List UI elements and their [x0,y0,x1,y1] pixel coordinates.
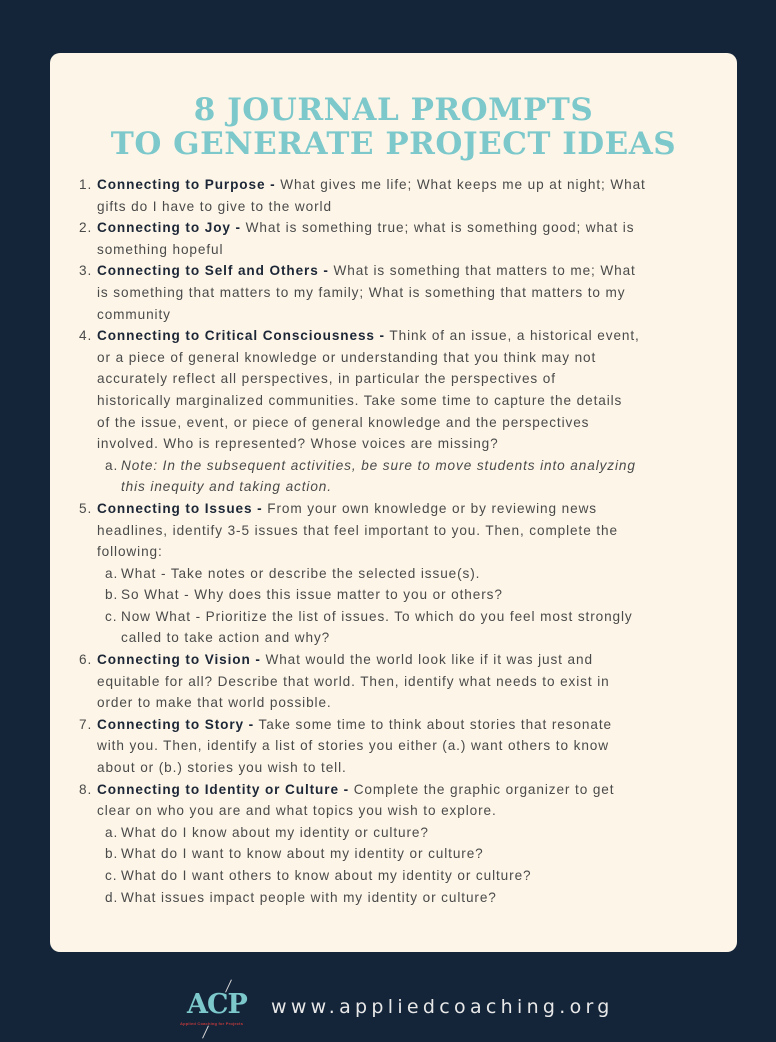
prompt-line [97,757,718,779]
prompt-text: with you. Then, identify a list of stories you either (a.) want others to know [97,738,609,754]
prompt-item [78,174,718,217]
prompt-line [97,520,718,542]
prompt-text: community [97,306,171,322]
subitem-text: So What - Why does this issue matter to you or others? [121,587,503,603]
prompt-line [97,671,718,693]
prompt-label: Connecting to Identity or Culture - [97,781,350,797]
prompt-number: 2. [79,220,93,236]
subitem-letter: b. [105,587,119,603]
prompt-label: Connecting to Story - [97,716,255,732]
prompt-text: Complete the graphic organizer to get [349,781,615,797]
prompt-line [97,239,718,261]
subitem-text: What do I want others to know about my identity or culture? [121,868,532,883]
logo-text: ACP [187,989,247,1020]
prompt-text: involved. Who is represented? Whose voices are missing? [97,436,499,452]
prompt-subitem [78,822,718,844]
prompt-line [97,498,718,520]
prompt-label: Connecting to Self and Others - [97,263,329,279]
prompt-line [97,649,718,671]
page-title [50,93,737,161]
subitem-text: this inequity and taking action. [121,479,332,495]
prompt-text: Think of an issue, a historical event, [384,328,640,344]
prompt-text: something hopeful [97,241,224,257]
prompt-subitem [78,563,718,585]
prompt-line [97,325,718,347]
prompt-text: clear on who you are and what topics you wish to explore. [97,803,497,819]
prompt-item [78,649,718,714]
prompt-subitem [78,606,718,649]
prompt-label: Connecting to Issues - [97,500,263,516]
prompt-subitem [78,887,718,909]
prompt-number: 8. [79,781,93,797]
prompt-text: equitable for all? Describe that world. Then, identify what needs to exist in [97,673,610,689]
subitem-letter: a. [105,457,119,473]
prompt-line [97,735,718,757]
title-line-2: TO GENERATE PROJECT IDEAS [110,126,677,162]
prompt-label: Connecting to Purpose - [97,177,276,192]
prompt-line [97,217,718,239]
acp-logo [180,981,260,1037]
prompt-text: order to make that world possible. [97,695,332,711]
subitem-text: Now What - Prioritize the list of issues. To which do you feel most strongly [121,608,633,624]
prompt-item [78,217,718,260]
prompt-line [97,174,718,196]
prompt-text: headlines, identify 3-5 issues that feel important to you. Then, complete the [97,522,618,538]
prompt-number: 7. [79,716,93,732]
footer [0,975,776,1037]
prompt-number: 1. [79,177,93,192]
prompt-text: is something that matters to my family; What is something that matters to my [97,284,626,300]
prompt-line [97,800,718,822]
prompt-line [97,692,718,714]
prompt-subitem [78,843,718,865]
subitem-letter: a. [105,565,119,581]
prompt-text: Take some time to think about stories that resonate [254,716,612,732]
subitem-text: called to take action and why? [121,630,331,646]
subitem-text: What do I know about my identity or culture? [121,824,429,840]
prompt-text: or a piece of general knowledge or understanding that you think may not [97,349,597,365]
prompt-text: historically marginalized communities. Take some time to capture the details [97,392,623,408]
prompt-item [78,325,718,455]
prompt-list [78,174,718,908]
subitem-letter: c. [105,868,118,883]
prompt-subitem [78,584,718,606]
prompt-text: gifts do I have to give to the world [97,198,332,214]
prompt-subitem [78,455,718,498]
subitem-letter: b. [105,846,119,862]
prompt-text: following: [97,544,163,560]
prompt-subitem [78,865,718,887]
prompt-text: What is something true; what is something good; what is [240,220,635,236]
prompt-line [97,714,718,736]
prompt-text: What is something that matters to me; What [328,263,636,279]
prompt-line [97,368,718,390]
prompt-text: What gives me life; What keeps me up at night; What [275,177,646,192]
prompt-line [97,412,718,434]
prompt-line [97,304,718,326]
prompt-label: Connecting to Joy - [97,220,241,236]
prompt-line [97,390,718,412]
prompt-line [97,347,718,369]
subitem-text: What issues impact people with my identity or culture? [121,889,497,905]
prompt-item [78,498,718,563]
prompt-item [78,779,718,822]
prompts-card [50,53,737,952]
prompt-text: From your own knowledge or by reviewing news [262,500,597,516]
prompt-line [97,282,718,304]
prompt-item [78,260,718,325]
prompt-line [97,541,718,563]
subitem-text: Note: In the subsequent activities, be sure to move students into analyzing [121,457,636,473]
prompt-number: 5. [79,500,93,516]
prompt-number: 3. [79,263,93,279]
logo-slash-bottom-icon [202,1025,209,1038]
logo-subtitle: Applied Coaching for Projects [180,1021,244,1026]
prompt-number: 6. [79,652,93,668]
subitem-letter: c. [105,608,118,624]
prompt-text: What would the world look like if it was just and [260,652,593,668]
prompt-line [97,433,718,455]
subitem-text: What do I want to know about my identity or culture? [121,846,484,862]
prompt-text: of the issue, event, or piece of general knowledge and the perspectives [97,414,590,430]
prompt-number: 4. [79,328,93,344]
prompt-line [97,196,718,218]
prompt-text: about or (b.) stories you wish to tell. [97,760,347,776]
prompt-line [97,779,718,801]
prompt-line [97,260,718,282]
subitem-letter: a. [105,824,119,840]
prompt-label: Connecting to Vision - [97,652,261,668]
subitem-text: What - Take notes or describe the selected issue(s). [121,565,481,581]
title-line-1: 8 JOURNAL PROMPTS [193,92,594,128]
website-link[interactable]: www.appliedcoaching.org [271,996,614,1018]
subitem-letter: d. [105,889,119,905]
prompt-text: accurately reflect all perspectives, in particular the perspectives of [97,371,556,387]
prompt-item [78,714,718,779]
prompt-label: Connecting to Critical Consciousness - [97,328,385,344]
